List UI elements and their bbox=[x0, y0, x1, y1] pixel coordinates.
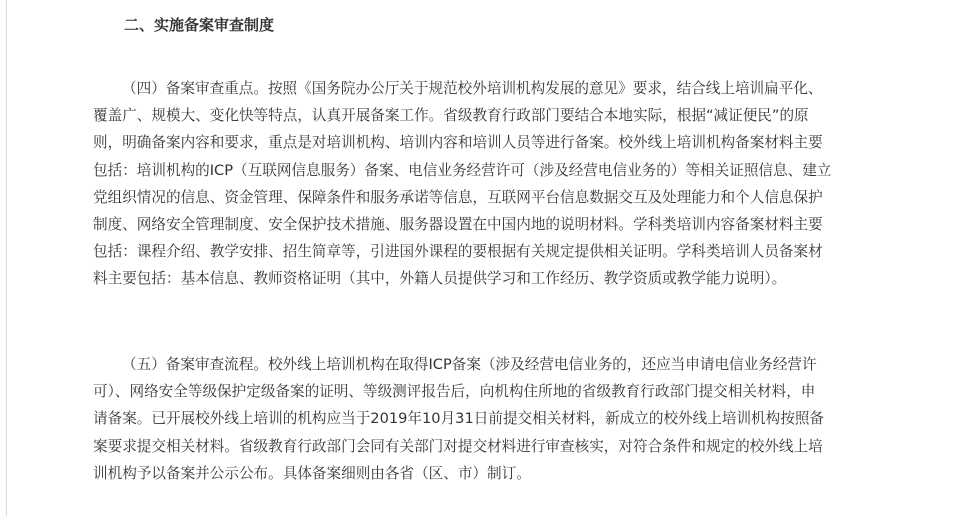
section-heading: 二、实施备案审查制度 bbox=[124, 16, 275, 34]
paragraph-line: 训机构予以备案并公示公布。具体备案细则由各省（区、市）制订。 bbox=[93, 464, 531, 482]
paragraph-line: 制度、网络安全管理制度、安全保护技术措施、服务器设置在中国内地的说明材料。学科类培训内容备案材料主要 bbox=[93, 215, 823, 233]
paragraph-line: 可）、网络安全等级保护定级备案的证明、等级测评报告后，向机构住所地的省级教育行政部门提交相关材料，申 bbox=[93, 383, 816, 401]
paragraph-line: 覆盖广、规模大、变化快等特点，认真开展备案工作。省级教育行政部门要结合本地实际，根据“减证便民”的原 bbox=[93, 107, 809, 125]
paragraph-line: （五）备案审查流程。校外线上培训机构在取得ICP备案（涉及经营电信业务的，还应当申请电信业务经营许 bbox=[122, 356, 817, 373]
paragraph-line: 请备案。已开展校外线上培训的机构应当于2019年10月31日前提交相关材料，新成立的校外线上培训机构按照备 bbox=[93, 410, 825, 428]
left-border-line bbox=[6, 0, 7, 516]
paragraph-line: 则，明确备案内容和要求，重点是对培训机构、培训内容和培训人员等进行备案。校外线上培训机构备案材料主要 bbox=[93, 134, 823, 152]
paragraph-line: 包括：课程介绍、教学安排、招生简章等，引进国外课程的要根据有关规定提供相关证明。学科类培训人员备案材 bbox=[93, 243, 823, 261]
paragraph-filing-review-focus bbox=[93, 75, 893, 293]
paragraph-line: （四）备案审查重点。按照《国务院办公厅关于规范校外培训机构发展的意见》要求，结合线上培训扁平化、 bbox=[122, 80, 823, 97]
paragraph-line: 包括：培训机构的ICP（互联网信息服务）备案、电信业务经营许可（涉及经营电信业务的）等相关证照信息、建立 bbox=[93, 161, 832, 179]
paragraph-line: 案要求提交相关材料。省级教育行政部门会同有关部门对提交材料进行审查核实，对符合条件和规定的校外线上培 bbox=[93, 437, 823, 455]
paragraph-line: 料主要包括：基本信息、教师资格证明（其中，外籍人员提供学习和工作经历、教学资质或教学能力说明）。 bbox=[93, 270, 787, 288]
paragraph-filing-review-process bbox=[93, 351, 893, 487]
paragraph-line: 党组织情况的信息、资金管理、保障条件和服务承诺等信息，互联网平台信息数据交互及处理能力和个人信息保护 bbox=[93, 188, 823, 206]
